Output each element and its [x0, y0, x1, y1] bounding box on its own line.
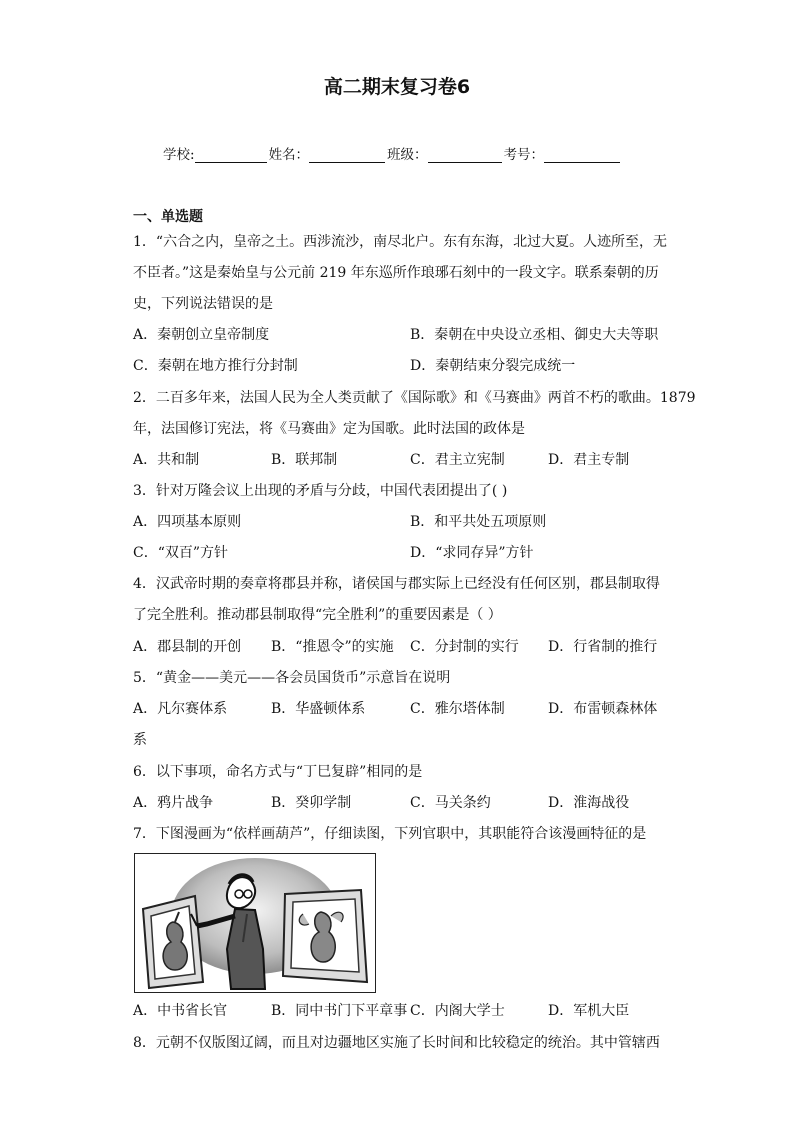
- question-1-option-c: C．秦朝在地方推行分封制: [133, 358, 298, 374]
- question-1-option-d: D．秦朝结束分裂完成统一: [410, 358, 576, 374]
- right-frame: [283, 890, 367, 982]
- question-7-option-d: D．军机大臣: [548, 1003, 630, 1019]
- class-blank: [428, 148, 502, 163]
- question-1-line-2: 不臣者。”这是秦始皇与公元前 219 年东巡所作琅琊石刻中的一段文字。联系秦朝的历: [133, 265, 659, 281]
- question-5-option-b: B．华盛顿体系: [271, 701, 366, 717]
- question-7-option-b: B．同中书门下平章事: [271, 1003, 408, 1019]
- question-6-option-d: D．淮海战役: [548, 795, 630, 811]
- question-2-line-1: 2．二百多年来，法国人民为全人类贡献了《国际歌》和《马赛曲》两首不朽的歌曲。1879: [133, 390, 696, 406]
- question-4-option-b: B．“推恩令”的实施: [271, 639, 394, 655]
- question-4-line-2: 了完全胜利。推动郡县制取得“完全胜利”的重要因素是（ ）: [133, 607, 502, 623]
- question-7-option-a: A．中书省长官: [133, 1003, 228, 1019]
- question-3-option-c: C．“双百”方针: [133, 545, 229, 561]
- name-label: 姓名：: [268, 147, 310, 163]
- question-1-option-a: A．秦朝创立皇帝制度: [133, 327, 270, 343]
- question-5-option-a: A．凡尔赛体系: [133, 701, 228, 717]
- question-7-option-c: C．内阁大学士: [410, 1003, 505, 1019]
- question-3-option-d: D．“求同存异”方针: [410, 545, 534, 561]
- question-4-line-1: 4．汉武帝时期的奏章将郡县并称，诸侯国与郡实际上已经没有任何区别，郡县制取得: [133, 576, 660, 592]
- question-3-option-a: A．四项基本原则: [133, 514, 242, 530]
- question-7-line-1: 7．下图漫画为“依样画葫芦”，仔细读图，下列官职中，其职能符合该漫画特征的是: [133, 826, 647, 842]
- question-5-option-c: C．雅尔塔体制: [410, 701, 505, 717]
- name-blank: [309, 148, 385, 163]
- question-6-option-b: B．癸卯学制: [271, 795, 352, 811]
- question-6-option-c: C．马关条约: [410, 795, 491, 811]
- school-blank: [195, 148, 267, 163]
- question-6-line-1: 6．以下事项，命名方式与“丁巳复辟”相同的是: [133, 764, 423, 780]
- question-1-option-b: B．秦朝在中央设立丞相、御史大夫等职: [410, 327, 659, 343]
- page-title: 高二期末复习卷6: [323, 76, 471, 98]
- left-frame: [143, 896, 203, 988]
- question-4-option-a: A．郡县制的开创: [133, 639, 242, 655]
- number-label: 考号：: [503, 147, 545, 163]
- student-info-row: [163, 143, 622, 163]
- question-4-option-c: C．分封制的实行: [410, 639, 519, 655]
- question-2-line-2: 年，法国修订宪法，将《马赛曲》定为国歌。此时法国的政体是: [133, 421, 525, 437]
- class-label: 班级：: [387, 147, 428, 163]
- question-2-option-a: A．共和制: [133, 452, 200, 468]
- gourd-cartoon-image: [134, 853, 376, 993]
- question-4-option-d: D．行省制的推行: [548, 639, 658, 655]
- question-1-line-1: 1．“六合之内，皇帝之土。西涉流沙，南尽北户。东有东海，北过大夏。人迹所至，无: [133, 234, 668, 250]
- school-label: 学校:: [163, 147, 195, 163]
- question-5-line-1: 5．“黄金——美元——各会员国货币”示意旨在说明: [133, 670, 451, 686]
- question-2-option-c: C．君主立宪制: [410, 452, 505, 468]
- number-blank: [544, 148, 620, 163]
- question-5-option-d-wrap: 系: [133, 732, 147, 748]
- question-1-line-3: 史，下列说法错误的是: [133, 296, 273, 312]
- question-3-line-1: 3．针对万隆会议上出现的矛盾与分歧，中国代表团提出了( ): [133, 483, 508, 499]
- question-3-option-b: B．和平共处五项原则: [410, 514, 547, 530]
- question-8-line-1: 8．元朝不仅版图辽阔，而且对边疆地区实施了长时间和比较稳定的统治。其中管辖西: [133, 1035, 660, 1051]
- question-2-option-b: B．联邦制: [271, 452, 338, 468]
- section-heading: 一、单选题: [133, 209, 203, 225]
- question-2-option-d: D．君主专制: [548, 452, 630, 468]
- question-6-option-a: A．鸦片战争: [133, 795, 214, 811]
- question-5-option-d: D．布雷顿森林体: [548, 701, 658, 717]
